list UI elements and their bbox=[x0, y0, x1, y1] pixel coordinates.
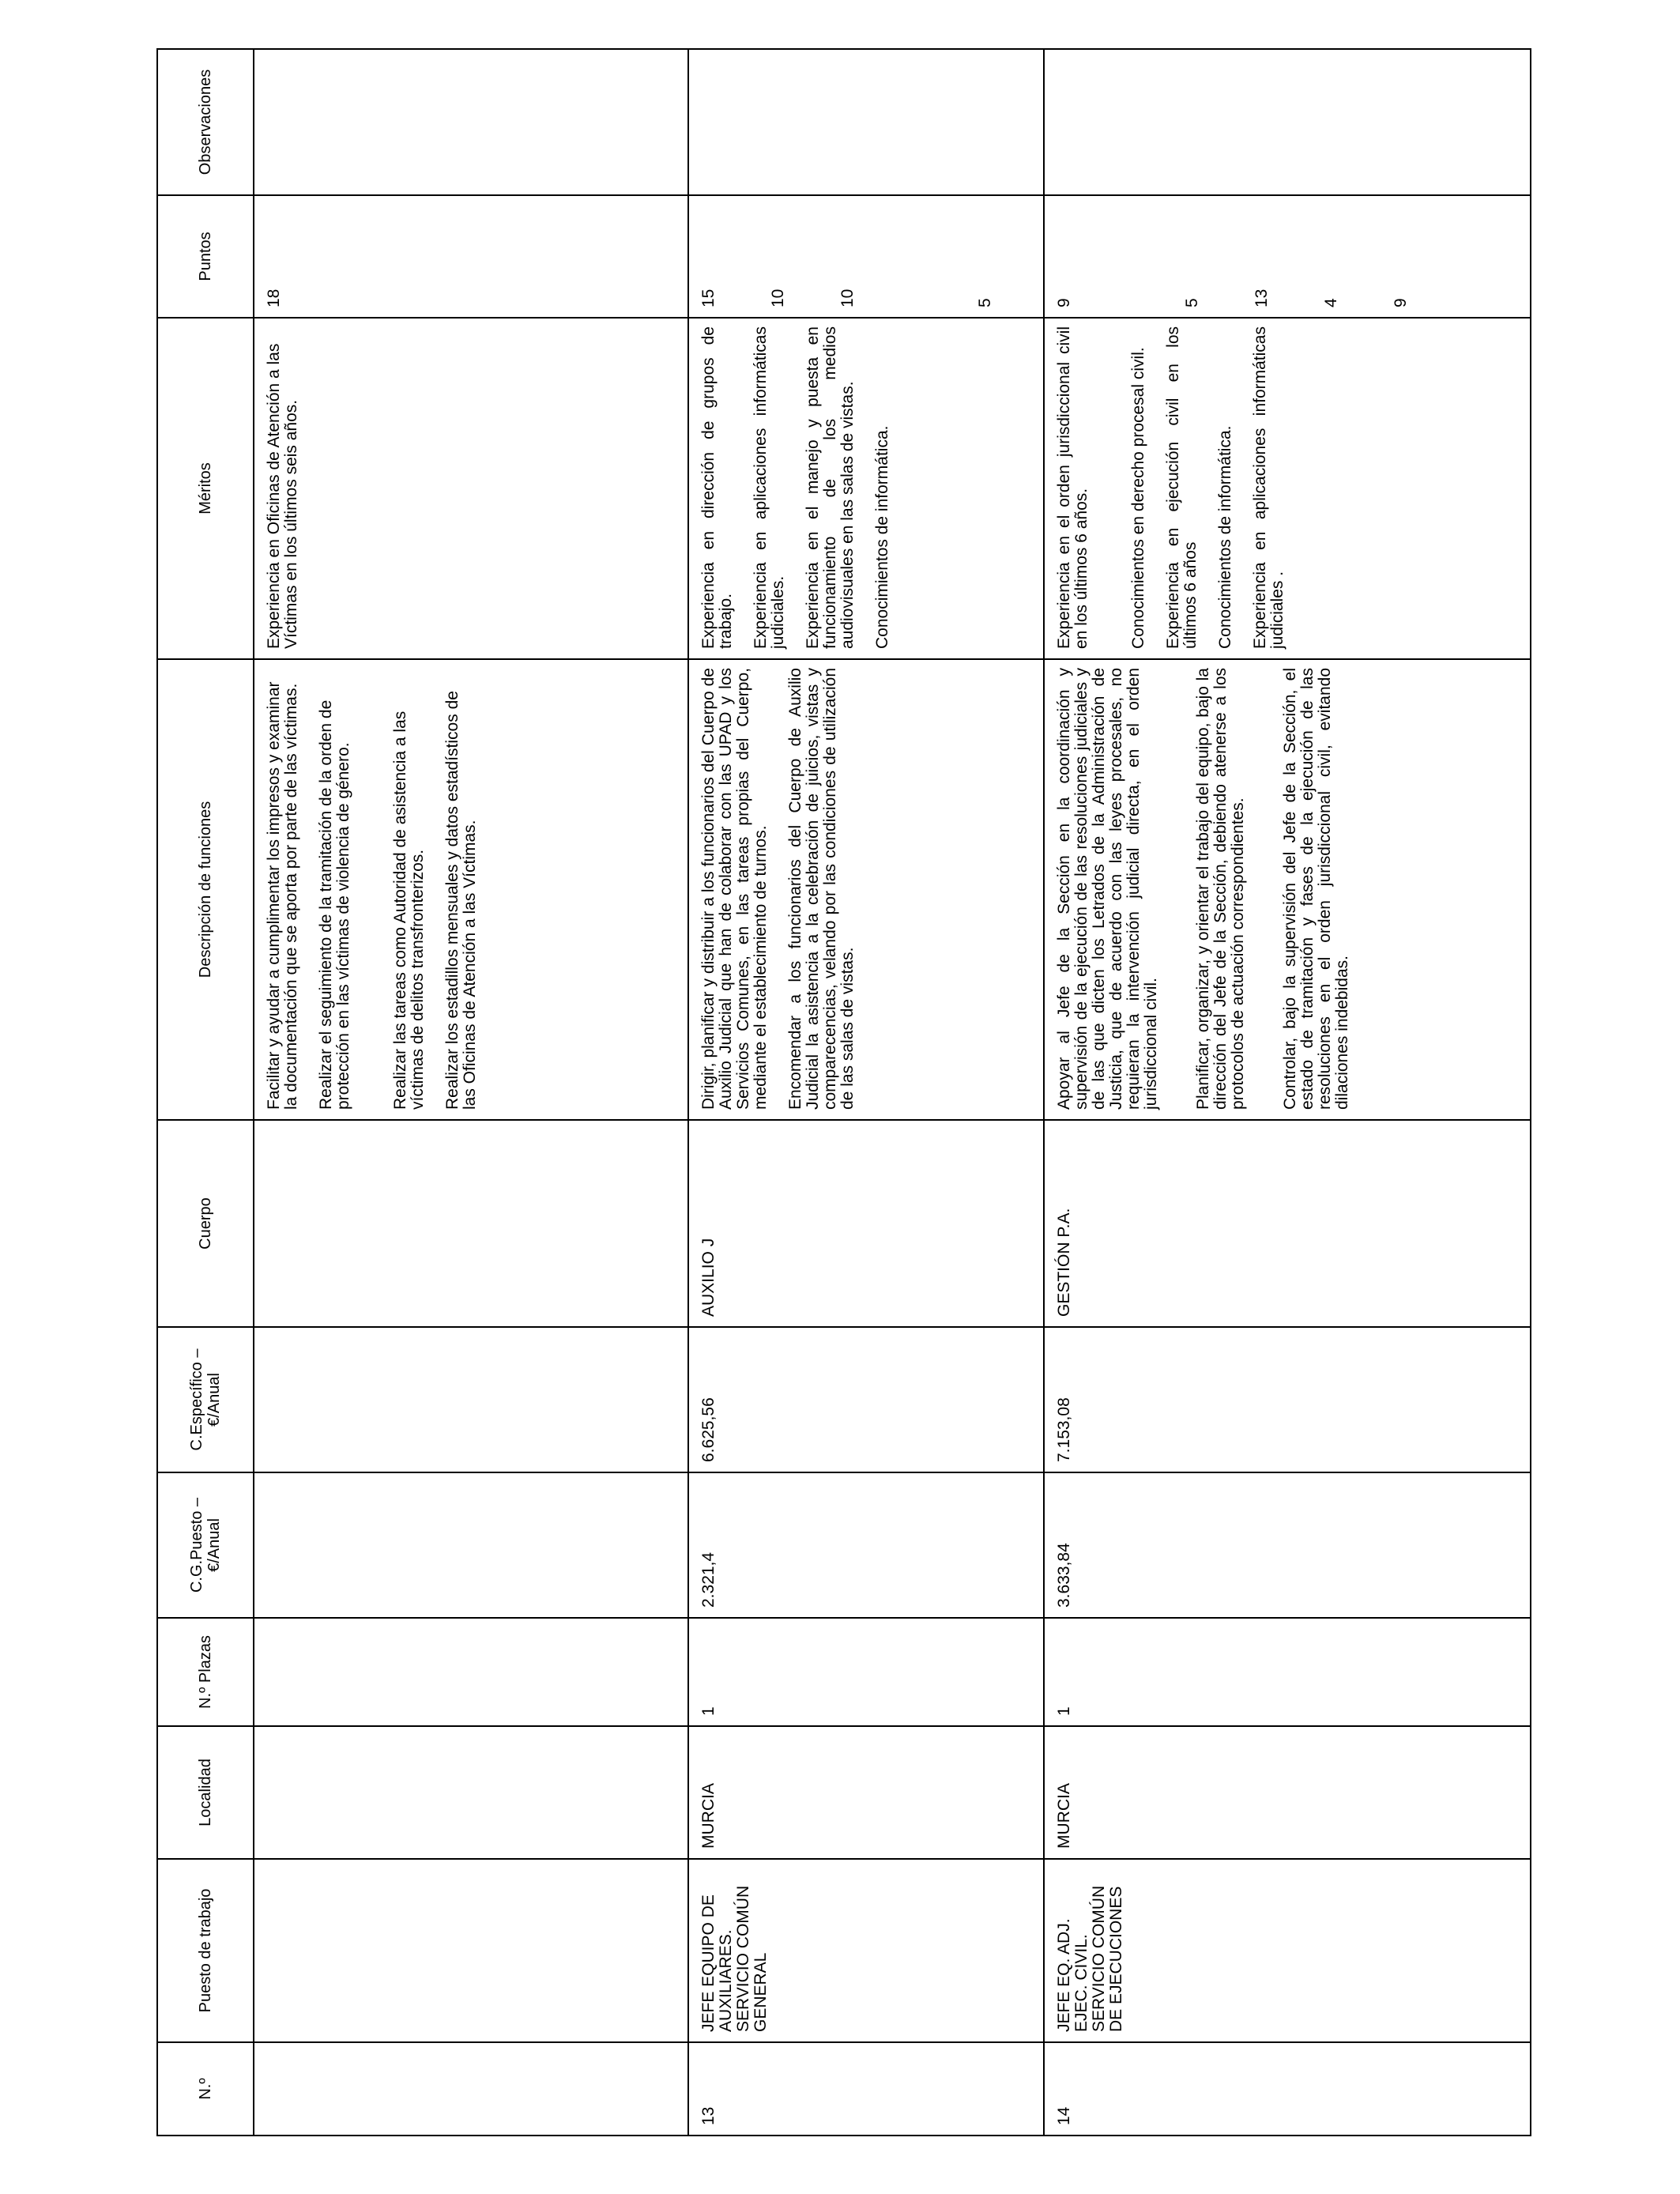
cell-meritos bbox=[254, 318, 688, 659]
merito-item: Experiencia en el orden jurisdiccional civil en los últimos 6 años. bbox=[1055, 326, 1090, 649]
merito-item: Conocimientos de informática. bbox=[873, 425, 891, 649]
punto-item: 4 bbox=[1322, 298, 1340, 307]
cell-puntos bbox=[254, 195, 688, 318]
header-row bbox=[157, 49, 254, 2136]
funcion-item: Realizar el seguimiento de la tramitación de la orden de protección en las víctimas de violencia de género. bbox=[317, 699, 352, 1110]
cell-observaciones bbox=[688, 49, 1044, 195]
cell-localidad bbox=[254, 1726, 688, 1859]
merito-item: Experiencia en el manejo y puesta en funcionamiento de los medios audiovisuales en las salas de vistas. bbox=[804, 326, 857, 649]
funcion-item: Facilitar y ayudar a cumplimentar los impresos y examinar la documentación que se aporta por parte de las víctimas. bbox=[265, 681, 300, 1110]
merito-item: Experiencia en ejecución civil en los últimos 6 años bbox=[1164, 326, 1200, 649]
cell-observaciones bbox=[254, 49, 688, 195]
cell-localidad: MURCIA bbox=[1044, 1726, 1531, 1859]
cell-funciones bbox=[1044, 659, 1531, 1120]
header-puesto: Puesto de trabajo bbox=[157, 1859, 254, 2042]
funcion-item: Controlar, bajo la supervisión del Jefe de la Sección, el estado de tramitación y fases de la ejecución de las resoluciones en el orden jurisdiccional civil, evitando dilaciones indebidas. bbox=[1281, 668, 1351, 1110]
header-meritos: Méritos bbox=[157, 318, 254, 659]
cell-cg-puesto: 2.321,4 bbox=[688, 1472, 1044, 1618]
funcion-item: Planificar, organizar, y orientar el trabajo del equipo, bajo la dirección del Jefe de la Sección, debiendo atenerse a los protocolos de actuación correspondientes. bbox=[1194, 668, 1247, 1110]
cell-c-especifico bbox=[254, 1327, 688, 1472]
punto-item: 15 bbox=[699, 288, 718, 307]
header-observaciones: Observaciones bbox=[157, 49, 254, 195]
header-localidad: Localidad bbox=[157, 1726, 254, 1859]
punto-item: 13 bbox=[1252, 288, 1271, 307]
cell-c-especifico: 6.625,56 bbox=[688, 1327, 1044, 1472]
table-row bbox=[1044, 49, 1531, 2136]
table-body bbox=[254, 49, 1531, 2136]
merito-item: Experiencia en Oficinas de Atención a las Víctimas en los últimos seis años. bbox=[265, 343, 300, 649]
cell-funciones bbox=[688, 659, 1044, 1120]
header-descripcion: Descripción de funciones bbox=[157, 659, 254, 1120]
funcion-item: Apoyar al Jefe de la Sección en la coordinación y supervisión de la ejecución de las resoluciones judiciales y de las que dicten los Letrados de la Administración de Justicia, que de acuerdo con las leyes procesales, no requieran la intervención judicial directa, en el orden jurisdiccional civil. bbox=[1055, 668, 1160, 1110]
punto-item: 10 bbox=[838, 288, 857, 307]
cell-localidad: MURCIA bbox=[688, 1726, 1044, 1859]
cell-plazas bbox=[254, 1618, 688, 1726]
cell-puntos bbox=[1044, 195, 1531, 318]
punto-item: 9 bbox=[1055, 298, 1073, 307]
cell-n: 13 bbox=[688, 2042, 1044, 2136]
cell-puesto bbox=[254, 1859, 688, 2042]
merito-item: Conocimientos de informática. bbox=[1216, 425, 1234, 649]
cell-cg-puesto: 3.633,84 bbox=[1044, 1472, 1531, 1618]
cell-cuerpo bbox=[254, 1120, 688, 1327]
header-plazas: N.º Plazas bbox=[157, 1618, 254, 1726]
funcion-item: Dirigir, planificar y distribuir a los funcionarios del Cuerpo de Auxilio Judicial que han de colaborar con las UPAD y los Servicios Comunes, en las tareas propias del Cuerpo, mediante el establecimiento de turnos. bbox=[699, 668, 770, 1110]
funcion-item: Realizar los estadillos mensuales y datos estadísticos de las Oficinas de Atención a las Víctimas. bbox=[443, 691, 479, 1110]
cell-cg-puesto bbox=[254, 1472, 688, 1618]
cell-n bbox=[254, 2042, 688, 2136]
table-row bbox=[688, 49, 1044, 2136]
punto-item: 9 bbox=[1392, 298, 1410, 307]
header-cg-puesto: C.G.Puesto – €/Anual bbox=[157, 1472, 254, 1618]
cell-plazas: 1 bbox=[1044, 1618, 1531, 1726]
punto-item: 5 bbox=[1183, 298, 1201, 307]
merito-item: Experiencia en aplicaciones informáticas judiciales. bbox=[751, 326, 787, 649]
funcion-item: Realizar las tareas como Autoridad de asistencia a las víctimas de delitos transfronterizos. bbox=[391, 711, 427, 1110]
funcion-item: Encomendar a los funcionarios del Cuerpo de Auxilio Judicial la asistencia a la celebración de juicios, vistas y comparecencias, velando por las condiciones de utilización de las salas de vistas. bbox=[786, 668, 857, 1110]
cell-c-especifico: 7.153,08 bbox=[1044, 1327, 1531, 1472]
cell-puesto: JEFE EQUIPO DE AUXILIARES. SERVICIO COMÚN GENERAL bbox=[688, 1859, 1044, 2042]
cell-puesto: JEFE EQ. ADJ. EJEC. CIVIL. SERVICIO COMÚN DE EJECUCIONES bbox=[1044, 1859, 1531, 2042]
cell-cuerpo: AUXILIO J bbox=[688, 1120, 1044, 1327]
table-row bbox=[254, 49, 688, 2136]
punto-item: 18 bbox=[265, 288, 283, 307]
cell-n: 14 bbox=[1044, 2042, 1531, 2136]
merito-item: Conocimientos en derecho procesal civil. bbox=[1129, 347, 1147, 649]
cell-puntos bbox=[688, 195, 1044, 318]
merito-item: Experiencia en aplicaciones informáticas judiciales . bbox=[1251, 326, 1286, 649]
rotated-table-wrapper bbox=[156, 50, 1531, 2136]
cell-meritos bbox=[688, 318, 1044, 659]
punto-item: 5 bbox=[976, 298, 994, 307]
header-n: N.º bbox=[157, 2042, 254, 2136]
cell-plazas: 1 bbox=[688, 1618, 1044, 1726]
header-puntos: Puntos bbox=[157, 195, 254, 318]
cell-funciones bbox=[254, 659, 688, 1120]
cell-cuerpo: GESTIÓN P.A. bbox=[1044, 1120, 1531, 1327]
merito-item: Experiencia en dirección de grupos de trabajo. bbox=[699, 326, 735, 649]
cell-observaciones bbox=[1044, 49, 1531, 195]
cell-meritos bbox=[1044, 318, 1531, 659]
header-c-especifico: C.Específico – €/Anual bbox=[157, 1327, 254, 1472]
positions-table bbox=[156, 48, 1531, 2136]
punto-item: 10 bbox=[769, 288, 787, 307]
header-cuerpo: Cuerpo bbox=[157, 1120, 254, 1327]
